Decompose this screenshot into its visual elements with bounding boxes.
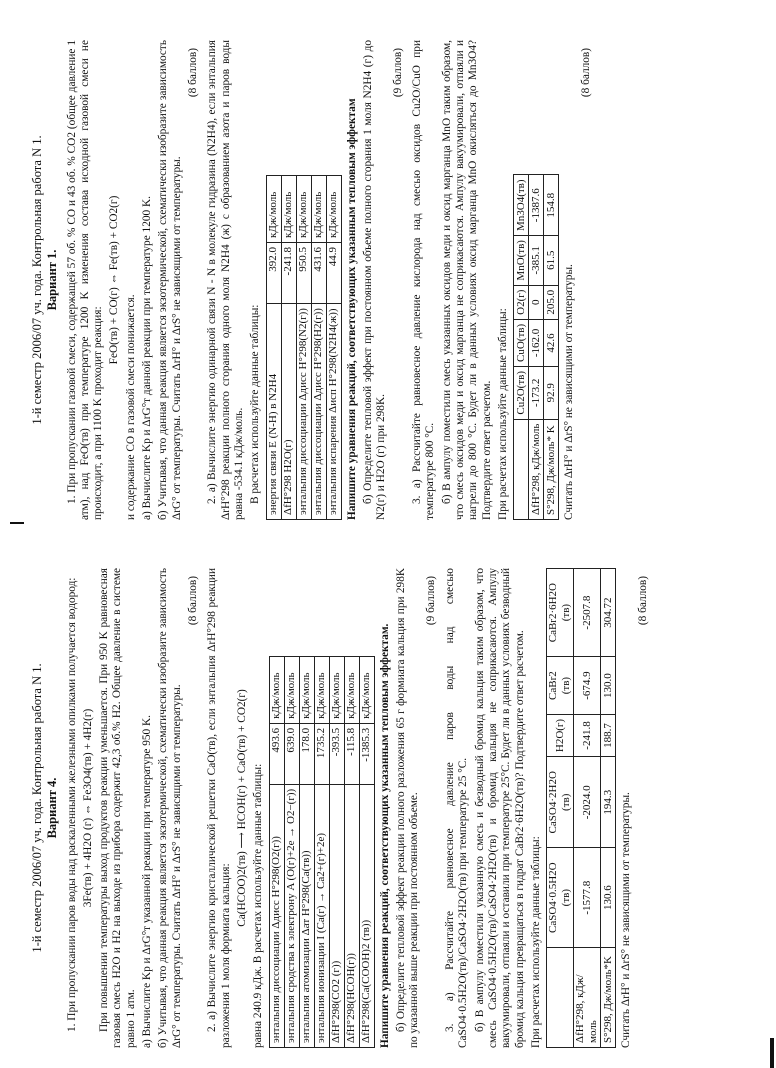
table-cell: 188.7 [601, 714, 616, 756]
task1-part-b: б) Учитывая, что данная реакция является экзотермической, схематически изобразите зависимость ΔrG° от температуры. Считать ΔrH° и ΔrS° не зависящими от температуры. [157, 40, 183, 520]
task1-intro: 1. При пропускании газовой смеси, содержащей 57 об. % CO и 43 об. % CO2 (общее давление 1 атм), над FeO(тв) при температуре 1200 K изменения состава исходной газовой смеси не происходит, а при 1100 K проходит реакция: [65, 40, 105, 520]
task1-score: (8 баллов) [187, 576, 200, 626]
table-cell: 1735.2 [314, 723, 329, 784]
table-cell: ΔfH°298(HCOH(г)) [344, 784, 359, 1047]
page-header: 1-й семестр 2006/07 уч. года. Контрольная работа N 1. [30, 663, 44, 953]
table-cell: энтальпия диссоциации Δдисс H°298(O2(г)) [269, 784, 284, 1047]
task2-data-table [266, 175, 342, 520]
table-row [299, 656, 314, 1047]
task1-part-a: а) Вычислите Kp и ΔrG°т данной реакции при температуре 1200 K. [141, 196, 154, 520]
table-header-cell: CaSO4·0.5H2O (тв) [547, 848, 574, 948]
variant-title: Вариант 4. [44, 777, 59, 839]
table-cell: S°298, Дж/моль* K [544, 419, 559, 519]
table-cell: -162.0 [529, 319, 544, 366]
table-header-cell: CuO(тв) [514, 319, 529, 366]
table-row [314, 656, 329, 1047]
table-cell: 304.72 [601, 569, 616, 657]
table-cell: -674.9 [574, 657, 601, 715]
task1-text: и содержание CO в газовой смеси понижается. [124, 294, 137, 520]
table-cell: кДж/моль [344, 656, 359, 723]
table-cell: -241.8 [574, 714, 601, 756]
table-header-cell: O2(г) [514, 285, 529, 319]
table-cell: ΔfH°298(CO2 (г)) [329, 784, 344, 1047]
task1-part-b: б) Учитывая, что данная реакция является экзотермической, схематически изобразите зависимость ΔrG° от температуры. Считать ΔrH° и ΔrS° не зависящими от температуры. [157, 568, 183, 1048]
table-cell: энтальпия диссоциации Δдисс H°298(H2(г)) [311, 304, 326, 520]
table-cell: кДж/моль [359, 656, 374, 723]
table-row [296, 176, 311, 520]
table-cell: 92.9 [544, 366, 559, 419]
table-cell: энергия связи E (N-H) в N2H4 [266, 304, 281, 520]
task3-table-intro: При расчетах используйте данные таблицы: [497, 308, 510, 520]
table-row [326, 176, 341, 520]
table-row [269, 656, 284, 1047]
table-cell: -115.8 [344, 723, 359, 784]
table-cell: 392.0 [266, 243, 281, 304]
table-row [284, 656, 299, 1047]
task1-score: (8 баллов) [187, 48, 200, 98]
table-cell: кДж/моль [299, 656, 314, 723]
table-header-cell: CaSO4·2H2O (тв) [547, 757, 574, 848]
task3-part-b: б) В ампулу поместили указанную смесь и безводный бромид кальция таким образом, что смесь CaSO4·0.5H2O(тв)/CaSO4·2H2O(тв) и бромид кальция не соприкасаются. Ампулу вакуумировали, отпаяли и оставили при температуре 25°C. Будет ли в данных условиях безводный бромид кальция превращаться в гидрат CaBr2·6H2O(тв)? Подтвердите ответ расчетом. [473, 568, 526, 1048]
table-cell: 639.0 [284, 723, 299, 784]
task1-intro: 1. При пропускании паров воды над раскаленными железными опилками получается водород: [65, 577, 78, 1032]
table-cell: кДж/моль [269, 656, 284, 723]
page-variant-4 [30, 568, 750, 1048]
table-row [529, 175, 544, 520]
binding-mark [10, 522, 24, 524]
table-cell: ΔfH°298 H2O(г) [281, 304, 296, 520]
table-cell: 130.6 [601, 848, 616, 948]
task2-equation-note: равна 240.9 кДж. В расчетах используйте данные таблицы: [252, 763, 265, 1048]
page-variant-1 [30, 40, 750, 520]
table-cell: кДж/моль [281, 176, 296, 243]
table-cell: энтальпия испарения Δисп H°298(N2H4(ж)) [326, 304, 341, 520]
table-cell: 194.3 [601, 757, 616, 848]
task3-score: (8 баллов) [636, 576, 649, 626]
task3-part-b: б) В ампулу поместили смесь указанных оксидов меди и оксид марганца MnO таким образом, что смесь оксидов меди и оксид марганца не соприкасаются. Ампулу вакуумировали, отпаяли и нагрели до 800 °C. Будет ли в данных условиях оксид марганца MnO окисляться до Mn3O4? Подтвердите ответ расчетом. [440, 40, 493, 520]
table-cell: -393.5 [329, 723, 344, 784]
table-cell: -241.8 [281, 243, 296, 304]
table-header-cell: CaBr2·6H2O (тв) [547, 569, 574, 657]
table-row [344, 656, 359, 1047]
task2-part-b: б) Определите тепловой эффект реакции полного разложения 65 г формиата кальция при 298K по указанной выше реакции при постоянном объеме. [395, 568, 421, 1048]
task2-part-b: б) Определите тепловой эффект при постоянном объеме полного сгорания 1 моля N2H4 (г) до N2(г) и H2O (г) при 298K. [362, 40, 388, 520]
task1-part-a: а) Вычислите Kp и ΔrG°т указанной реакции при температуре 950 K. [141, 715, 154, 1048]
task3-score: (8 баллов) [579, 48, 592, 98]
table-cell: энтальпия ионизации I (Ca(г) → Ca2+(г)+2e) [314, 784, 329, 1047]
table-cell: ΔfH°298, кДж/моль [574, 947, 601, 1047]
table-cell: кДж/моль [296, 176, 311, 243]
page-header: 1-й семестр 2006/07 уч. года. Контрольная работа N 1. [30, 135, 44, 425]
table-cell: кДж/моль [284, 656, 299, 723]
task3-data-table [546, 568, 616, 1048]
table-cell: -385.1 [529, 236, 544, 286]
table-cell: -2024.0 [574, 757, 601, 848]
task1-text: При повышении температуры выход продуктов реакции уменьшается. При 950 K равновесная газовая смесь H2O и H2 на выходе из прибора содержит 42,3 об.% H2. Общее давление в системе равно 1 атм. [98, 568, 137, 1048]
task1-equation: FeO(тв) + CO(г) ⇔ Fe(тв) + CO2(г) [108, 195, 121, 365]
table-cell: 493.6 [269, 723, 284, 784]
table-row [359, 656, 374, 1047]
table-header-cell: CaBr2 (тв) [547, 657, 574, 715]
task3-note: Считать ΔrH° и ΔrS° не зависящими от температуры. [563, 264, 576, 520]
table-cell: энтальпия атомизации Δат H°298(Ca(тв)) [299, 784, 314, 1047]
task2-equation: Ca(HCOO)2(тв) ⟶ HCOH(г) + CaO(тв) + CO2(г) [236, 689, 249, 927]
table-cell: 178.0 [299, 723, 314, 784]
task2-intro: 2. а) Вычислите энергию кристаллической решетки CaO(тв), если энтальпия ΔrH°298 реакции разложения 1 моля формиата кальция: [206, 568, 232, 1048]
table-cell: -1577.8 [574, 848, 601, 948]
table-cell: 61.5 [544, 236, 559, 286]
table-cell: -173.2 [529, 366, 544, 419]
table-row [601, 569, 616, 1048]
task2-data-table [269, 656, 375, 1048]
table-cell: -1385.3 [359, 723, 374, 784]
task3-note: Считать ΔrH° и ΔrS° не зависящими от температуры. [620, 792, 633, 1048]
table-cell: 130.0 [601, 657, 616, 715]
table-cell: кДж/моль [311, 176, 326, 243]
table-cell: ΔfH°298(Ca(COOH)2 (тв)) [359, 784, 374, 1047]
table-header-cell [547, 947, 574, 1047]
task2-write-equations: Напишите уравнения реакций, соответствующих указанным тепловым эффектам. [378, 623, 391, 1048]
table-header-cell: MnO(тв) [514, 236, 529, 286]
table-cell: энтальпия диссоциации Δдисс H°298(N2(г)) [296, 304, 311, 520]
table-header-cell [514, 419, 529, 519]
table-header-cell: Mn3O4(тв) [514, 175, 529, 236]
table-header-row [514, 175, 529, 520]
table-cell: 0 [529, 285, 544, 319]
task1-equation: 3Fe(тв) + 4H2O (г) ⇔ Fe3O4(тв) + 4H2(г) [81, 708, 94, 908]
table-cell: энтальпия сродства к электрону A (O(г)+2e → O2−(г)) [284, 784, 299, 1047]
table-cell: 154.8 [544, 175, 559, 236]
task3-data-table [513, 174, 559, 520]
table-cell: кДж/моль [326, 176, 341, 243]
table-cell: 431.6 [311, 243, 326, 304]
margin-mark [770, 1038, 774, 1068]
table-header-cell: Cu2O(тв) [514, 366, 529, 419]
task3-table-intro: При расчетах используйте данные таблицы: [530, 836, 543, 1048]
table-cell: кДж/моль [329, 656, 344, 723]
table-cell: ΔfH°298, кДж/моль [529, 419, 544, 519]
table-row [544, 175, 559, 520]
table-header-row [547, 569, 574, 1048]
table-cell: 950.5 [296, 243, 311, 304]
variant-title: Вариант 1. [44, 249, 59, 311]
table-row [266, 176, 281, 520]
table-cell: S°298, Дж/моль*K [601, 947, 616, 1047]
table-cell: кДж/моль [314, 656, 329, 723]
task2-score: (9 баллов) [424, 576, 437, 626]
table-row [311, 176, 326, 520]
task2-score: (9 баллов) [391, 48, 404, 98]
table-row [574, 569, 601, 1048]
table-cell: кДж/моль [266, 176, 281, 243]
task2-intro: 2. а) Вычислите энергию одинарной связи N - N в молекуле гидразина (N2H4), если энтальпия ΔrH°298 реакции полного сгорания одного моля N2H4 (ж) с образованием азота и паров воды равна -534.1 кДж/моль. [206, 40, 246, 520]
table-cell: 205.0 [544, 285, 559, 319]
task2-write-equations: Напишите уравнения реакций, соответствующих указанным тепловым эффектам [345, 98, 358, 520]
task2-table-intro: В расчетах используйте данные таблицы: [249, 304, 262, 504]
table-cell: -1387.6 [529, 175, 544, 236]
table-cell: 42.6 [544, 319, 559, 366]
table-header-cell: H2O(г) [547, 714, 574, 756]
table-cell: 44.9 [326, 243, 341, 304]
table-row [281, 176, 296, 520]
task3-part-a: 3. а) Рассчитайте равновесное давление кислорода над смесью оксидов Cu2O/CuO при температуре 800 °C. [411, 40, 437, 520]
table-cell: -2507.8 [574, 569, 601, 657]
table-row [329, 656, 344, 1047]
task3-part-a: 3. а) Рассчитайте равновесное давление паров воды над смесью CaSO4·0.5H2O(тв)/CaSO4·2H2O(тв) при температуре 25 °C. [444, 568, 470, 1048]
